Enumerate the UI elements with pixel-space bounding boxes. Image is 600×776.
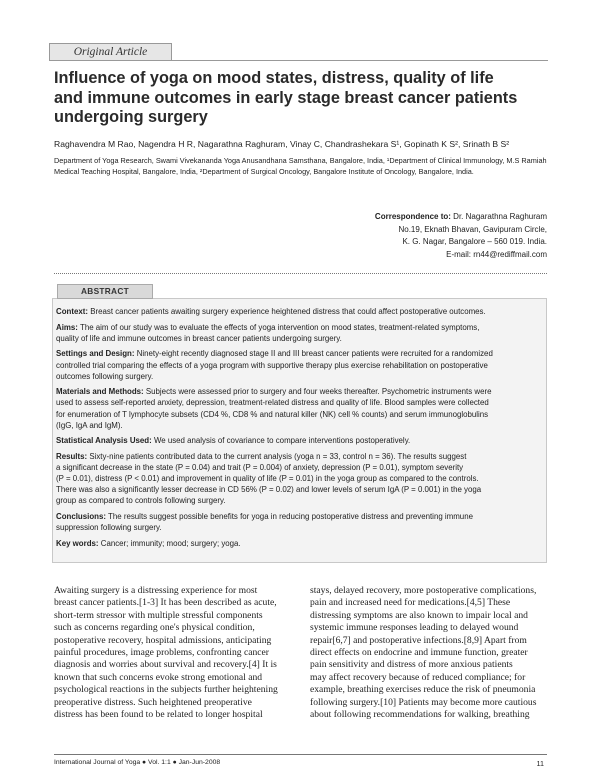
abstract-line-text: We used analysis of covariance to compare interventions postoperatively. (153, 436, 411, 446)
dotted-divider (54, 273, 547, 274)
abstract-line (56, 322, 544, 333)
correspondence-block (375, 211, 547, 261)
affiliations: Department of Yoga Research, Swami Vivekananda Yoga Anusandhana Samsthana, Bangalore, India, ¹Department of Clinical Immunology, M.S Ramiah Medical Teaching Hospital, Bangalore, India, ²Department of Surgical Oncology, Bangalore Institute of Oncology, Bangalore, India. (54, 156, 547, 177)
correspondence-header: Correspondence to: Dr. Nagarathna Raghuram (374, 212, 547, 221)
abstract-line-text: Ninety-eight recently diagnosed stage II and III breast cancer patients were recruited for a randomized (136, 349, 493, 359)
abstract-line (56, 522, 544, 533)
body-line: such as concerns regarding one's physical condition, (54, 622, 255, 634)
abstract-line-text: There was also a significantly lesser decrease in CD 56% (P = 0.02) and lower levels of serum IgA (P = 0.001) in the yoga (56, 485, 482, 495)
abstract-line (56, 348, 544, 359)
abstract-line-text: controlled trial comparing the effects of a yoga program with supportive therapy plus exercise rehabilitation on postoperative (56, 360, 488, 370)
abstract-section-label: Context: (56, 307, 88, 316)
correspondence-name: Dr. Nagarathna Raghuram (453, 212, 547, 221)
title-line: and immune outcomes in early stage breast cancer patients (54, 88, 518, 107)
abstract-line-text: Cancer; immunity; mood; surgery; yoga. (100, 538, 241, 548)
abstract-line (56, 451, 544, 462)
body-line: pain and increased need for medications.[4,5] These (310, 597, 511, 609)
body-column-left (54, 585, 292, 721)
abstract-line (56, 538, 544, 549)
abstract-section (56, 538, 544, 549)
journal-footer: International Journal of Yoga ● Vol. 1:1 ● Jan-Jun-2008 (54, 759, 221, 766)
abstract-section (56, 306, 544, 317)
abstract-line (56, 420, 544, 431)
body-line: painful procedures, image problems, confronting cancer (54, 647, 269, 659)
body-line: psychological reactions in the subjects further heightening (54, 684, 278, 696)
title-line: undergoing surgery (54, 108, 208, 126)
abstract-line (56, 473, 544, 484)
body-line: distressing symptoms are also known to impair local and (310, 609, 528, 621)
abstract-section-label: Aims: (56, 322, 78, 332)
header-rule (172, 60, 548, 61)
address-line: K. G. Nagar, Bangalore – 560 019. India. (402, 237, 547, 246)
body-line: repair[6,7] and postoperative infections.[8,9] Apart from (310, 634, 527, 646)
title-line: Influence of yoga on mood states, distress, quality of life (54, 69, 494, 87)
abstract-line-text: group as compared to controls following surgery. (56, 496, 226, 506)
correspondence-label: Correspondence to (374, 212, 449, 221)
body-line: about following recommendations for walking, breathing (310, 709, 530, 721)
abstract-section-label: Results: (56, 452, 88, 461)
abstract-line-text: suppression following surgery. (56, 523, 162, 533)
abstract-line (56, 360, 544, 371)
abstract-line (56, 484, 544, 495)
abstract-line (56, 386, 544, 397)
body-line: direct effects on endocrine and immune function, greater (310, 647, 528, 659)
abstract-line-text: The aim of our study was to evaluate the effects of yoga intervention on mood states, treatment-related symptoms, (80, 322, 480, 332)
abstract-line (56, 397, 544, 408)
author-list: Raghavendra M Rao, Nagendra H R, Nagarathna Raghuram, Vinay C, Chandrashekara S¹, Gopinath K S², Srinath B S² (54, 139, 510, 149)
abstract-line (56, 409, 544, 420)
abstract-line-text: Breast cancer patients awaiting surgery experience heightened distress that could affect postoperative outcomes. (90, 307, 486, 316)
body-line: short-term stressor with multiple stressful components (54, 609, 263, 621)
body-column-right (310, 585, 548, 721)
body-line: pain sensitivity and distress of more anxious patients (310, 659, 513, 671)
body-line: diagnosis and worries about survival and recovery.[4] It is (54, 659, 277, 671)
body-line: following surgery.[10] Patients may become more cautious (310, 696, 537, 708)
abstract-line-text: for enumeration of T lymphocyte subsets (CD4 %, CD8 % and natural killer (NK) cell % counts) and serum immunoglobulins (56, 409, 489, 419)
abstract-section-label: Conclusions: (56, 512, 106, 522)
abstract-line-text: quality of life and immune outcomes in breast cancer patients undergoing surgery. (56, 333, 342, 343)
abstract-text (56, 306, 544, 554)
article-title (54, 69, 554, 128)
address-line: No.19, Eknath Bhavan, Gavipuram Circle, (398, 224, 547, 234)
body-line: may affect recovery because of reduced compliance; for (310, 671, 526, 683)
body-line: Awaiting surgery is a distressing experience for most (54, 585, 258, 596)
abstract-section (56, 386, 544, 430)
abstract-line (56, 333, 544, 344)
abstract-line-text: (P = 0.01), distress (P < 0.01) and improvement in quality of life (P = 0.01) in the yoga group as compared to the controls. (56, 474, 479, 484)
abstract-line-text: used to assess self-reported anxiety, depression, treatment-related distress and quality of life. Blood samples were collected (56, 398, 489, 408)
page-number: 11 (536, 759, 544, 768)
abstract-line-text: Subjects were assessed prior to surgery and four weeks thereafter. Psychometric instruments were (145, 387, 492, 397)
abstract-section (56, 451, 544, 506)
abstract-line-text: Sixty-nine patients contributed data to the current analysis (yoga n = 33, control n = 36). The results suggest (89, 452, 467, 461)
abstract-section (56, 435, 544, 446)
abstract-line-text: a significant decrease in the state (P = 0.04) and trait (P = 0.004) of anxiety, depression (P = 0.01), symptom severity (56, 463, 464, 473)
abstract-line (56, 511, 544, 522)
abstract-line (56, 495, 544, 506)
body-line: systemic immune responses leading to delayed wound (310, 622, 519, 634)
article-type-tag: Original Article (49, 43, 172, 61)
email-line: E-mail: rn44@rediffmail.com (446, 249, 547, 259)
body-line: distress has been found to be related to longer hospital (54, 709, 263, 721)
abstract-line-text: outcomes following surgery. (56, 371, 154, 381)
abstract-heading: ABSTRACT (57, 284, 153, 299)
abstract-section-label: Key words: (56, 538, 99, 548)
body-line: stays, delayed recovery, more postoperative complications, (310, 585, 537, 596)
body-line: postoperative recovery, hospital admissions, anticipating (54, 634, 272, 646)
abstract-line (56, 306, 544, 317)
abstract-line-text: (IgG, IgA and IgM). (56, 420, 123, 430)
abstract-line (56, 462, 544, 473)
abstract-section (56, 511, 544, 533)
abstract-section (56, 348, 544, 381)
body-line: example, breathing exercises reduce the risk of pneumonia (310, 684, 536, 696)
body-line: known that such concerns evoke strong emotional and (54, 671, 263, 683)
body-line: breast cancer patients.[1-3] It has been described as acute, (54, 597, 277, 609)
abstract-section-label: Statistical Analysis Used: (56, 436, 152, 446)
abstract-section (56, 322, 544, 344)
abstract-section-label: Materials and Methods: (56, 387, 144, 397)
abstract-line (56, 435, 544, 446)
abstract-line (56, 371, 544, 382)
footer-rule (54, 754, 547, 755)
abstract-section-label: Settings and Design: (56, 349, 135, 359)
body-line: preoperative distress. Such heightened preoperative (54, 696, 252, 708)
abstract-line-text: The results suggest possible benefits for yoga in reducing postoperative distress and preventing immune (108, 512, 473, 522)
